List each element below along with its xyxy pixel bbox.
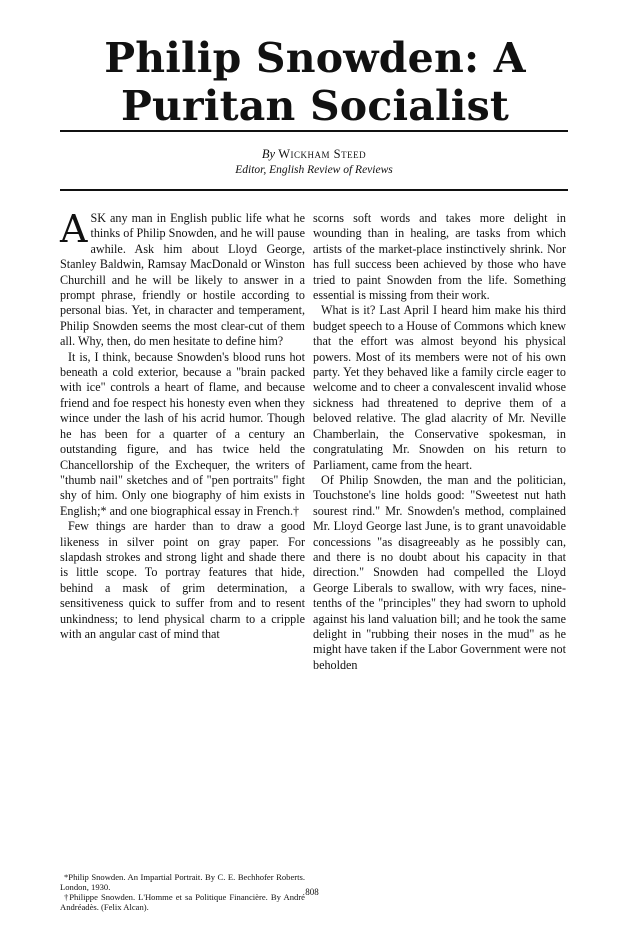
- byline-prefix: By: [261, 147, 276, 161]
- right-column: [313, 211, 566, 673]
- footnote-2: †Philippe Snowden. L'Homme et sa Politique Financière. By André Andréadès. (Felix Alcan).: [60, 892, 305, 912]
- left-column: [60, 207, 305, 642]
- byline-rule-bottom: [60, 189, 568, 191]
- paragraph-2: It is, I think, because Snowden's blood runs hot beneath a cold exterior, because a "brain packed with ice" controls a heart of flame, and because friend and foe respect his honesty even when they wince under the lash of his acrid humor. Though he has been for a quarter of a century an outstanding figure, and has twice held the Chancellorship of the Exchequer, the writers of "thumb nail" sketches and of "pen portraits" fight shy of him. Only one biography of him exists in English;* and one biographical essay in French.†: [60, 349, 305, 518]
- paragraph-4: scorns soft words and takes more delight in wounding than in healing, are tasks from which artists of the market-place instinctively shrink. Nor has full success been achieved by those who have tried to paint Snowden from the life. Something essential is missing from their work.: [313, 211, 566, 303]
- paragraph-6: Of Philip Snowden, the man and the politician, Touchstone's line holds good: "Sweetest nut hath sourest rind." Mr. Snowden's method, complained Mr. Lloyd George last June, is to grant unavoidable concessions "as disagreeably as he possibly can, and there is no doubt about his capacity in that direction." Snowden had compelled the Lloyd George Liberals to swallow, with wry faces, nine-tenths of the "principles" they had sworn to uphold against his land valuation bill; and he took the same delight in "rubbing their noses in the mud" as he might have taken if the Labor Government were not beholden: [313, 472, 566, 672]
- paragraph-1-text: SK any man in English public life what he thinks of Philip Snowden, and he will pause awhile. Ask him about Lloyd George, Stanley Baldwin, Ramsay MacDonald or Winston Churchill and he will be likely to answer in a prompt phrase, friendly or hostile according to personal bias. Yet, in character and temperament, Philip Snowden seems the most clear-cut of them all. Why, then, do men hesitate to define him?: [60, 211, 305, 349]
- author-role: Editor, English Review of Reviews: [235, 164, 393, 176]
- paragraph-5: What is it? Last April I heard him make his third budget speech to a House of Commons which knew that the effort was almost beyond his physical powers. Most of its members were not of his own party. Yet they behaved like a family circle eager to welcome and to cheer a convalescent invalid whose sickness had threatened to deprive them of a beloved relative. The glad alacrity of Mr. Neville Chamberlain, the Conservative spokesman, in congratulating Mr. Snowden on his return to Parliament, came from the heart.: [313, 303, 566, 472]
- article-title: Philip Snowden: A Puritan Socialist: [104, 34, 526, 130]
- paragraph-1: [60, 207, 305, 350]
- title-rule-top: [60, 130, 568, 132]
- page-number: 808: [305, 887, 319, 897]
- drop-cap: A: [60, 207, 88, 251]
- author-name: Wickham Steed: [278, 147, 367, 161]
- footnote-1: *Philip Snowden. An Impartial Portrait. By C. E. Bechhofer Roberts. London, 1930.: [60, 872, 305, 892]
- paragraph-3: Few things are harder than to draw a good likeness in silver point on gray paper. For slapdash strokes and strong light and shade there is little scope. To portray features that hide, behind a mask of grim determination, a sensitiveness quick to suffer from and to resent unkindness; to lend physical charm to a cripple with an angular cast of mind that: [60, 519, 305, 641]
- byline: [60, 146, 568, 162]
